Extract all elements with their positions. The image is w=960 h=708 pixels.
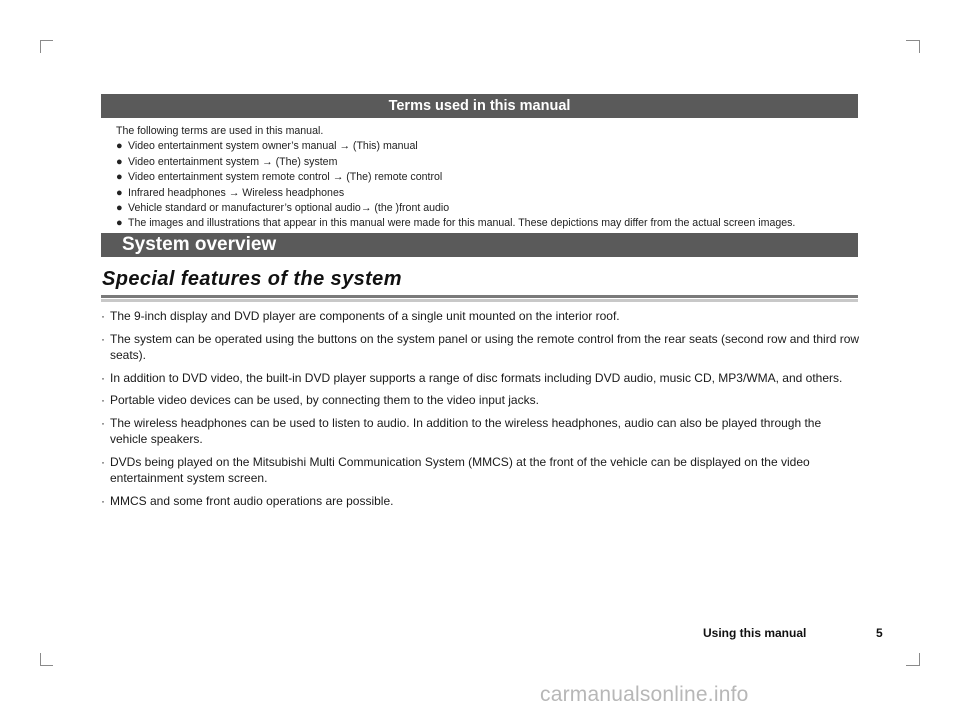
terms-item: ● Video entertainment system → (The) system: [116, 155, 866, 170]
crop-mark-bottom-left-h: [40, 665, 53, 666]
dot-bullet-icon: ·: [101, 493, 105, 508]
dot-bullet-icon: ·: [101, 415, 105, 430]
crop-mark-top-left-h: [40, 40, 53, 41]
bullet-icon: ●: [116, 171, 123, 184]
crop-mark-bottom-left-v: [40, 653, 41, 666]
bullet-icon: ●: [116, 155, 123, 168]
bullet-icon: ●: [116, 202, 123, 215]
subheading-rule-dark: [101, 295, 858, 298]
terms-list: [116, 124, 866, 232]
terms-heading: Terms used in this manual: [101, 94, 858, 118]
list-item: · The system can be operated using the buttons on the system panel or using the remote control from the rear seats (second row and third row seats).: [101, 331, 860, 362]
list-item: · DVDs being played on the Mitsubishi Multi Communication System (MMCS) at the front of the vehicle can be displayed on the video entertainment system screen.: [101, 454, 810, 485]
crop-mark-bottom-right-h: [906, 665, 919, 666]
crop-mark-top-right-v: [919, 40, 920, 53]
features-list: [101, 308, 861, 515]
overview-heading: System overview: [101, 233, 858, 257]
bullet-icon: ●: [116, 186, 123, 199]
dot-bullet-icon: ·: [101, 331, 105, 346]
crop-mark-top-right-h: [906, 40, 919, 41]
bullet-icon: ●: [116, 217, 123, 230]
list-item: · MMCS and some front audio operations are possible.: [101, 493, 394, 508]
crop-mark-top-left-v: [40, 40, 41, 53]
list-item: · In addition to DVD video, the built-in DVD player supports a range of disc formats including DVD audio, music CD, MP3/WMA, and others.: [101, 370, 843, 385]
dot-bullet-icon: ·: [101, 454, 105, 469]
terms-item: ● Video entertainment system remote control → (The) remote control: [116, 170, 866, 185]
terms-intro: The following terms are used in this manual.: [116, 125, 324, 137]
footer-section-title: Using this manual: [703, 626, 807, 640]
terms-item: ● The images and illustrations that appear in this manual were made for this manual. These depictions may differ from the actual screen images.: [116, 216, 866, 231]
list-item: · The 9-inch display and DVD player are components of a single unit mounted on the interior roof.: [101, 309, 620, 323]
crop-mark-bottom-right-v: [919, 653, 920, 666]
dot-bullet-icon: ·: [101, 393, 105, 407]
terms-item: ● Vehicle standard or manufacturer’s optional audio→ (the )front audio: [116, 201, 866, 216]
watermark-text: carmanualsonline.info: [540, 683, 749, 706]
features-subheading: Special features of the system: [102, 268, 402, 290]
terms-item: ● Infrared headphones → Wireless headphones: [116, 186, 866, 201]
dot-bullet-icon: ·: [101, 370, 105, 385]
subheading-rule-light: [101, 299, 858, 302]
list-item: · Portable video devices can be used, by connecting them to the video input jacks.: [101, 393, 539, 407]
page-number: 5: [876, 626, 883, 640]
dot-bullet-icon: ·: [101, 309, 105, 323]
list-item: · The wireless headphones can be used to listen to audio. In addition to the wireless headphones, audio can also be played through the vehicle speakers.: [101, 415, 822, 446]
bullet-icon: ●: [116, 140, 123, 153]
terms-item: ● Video entertainment system owner’s manual → (This) manual: [116, 139, 866, 154]
